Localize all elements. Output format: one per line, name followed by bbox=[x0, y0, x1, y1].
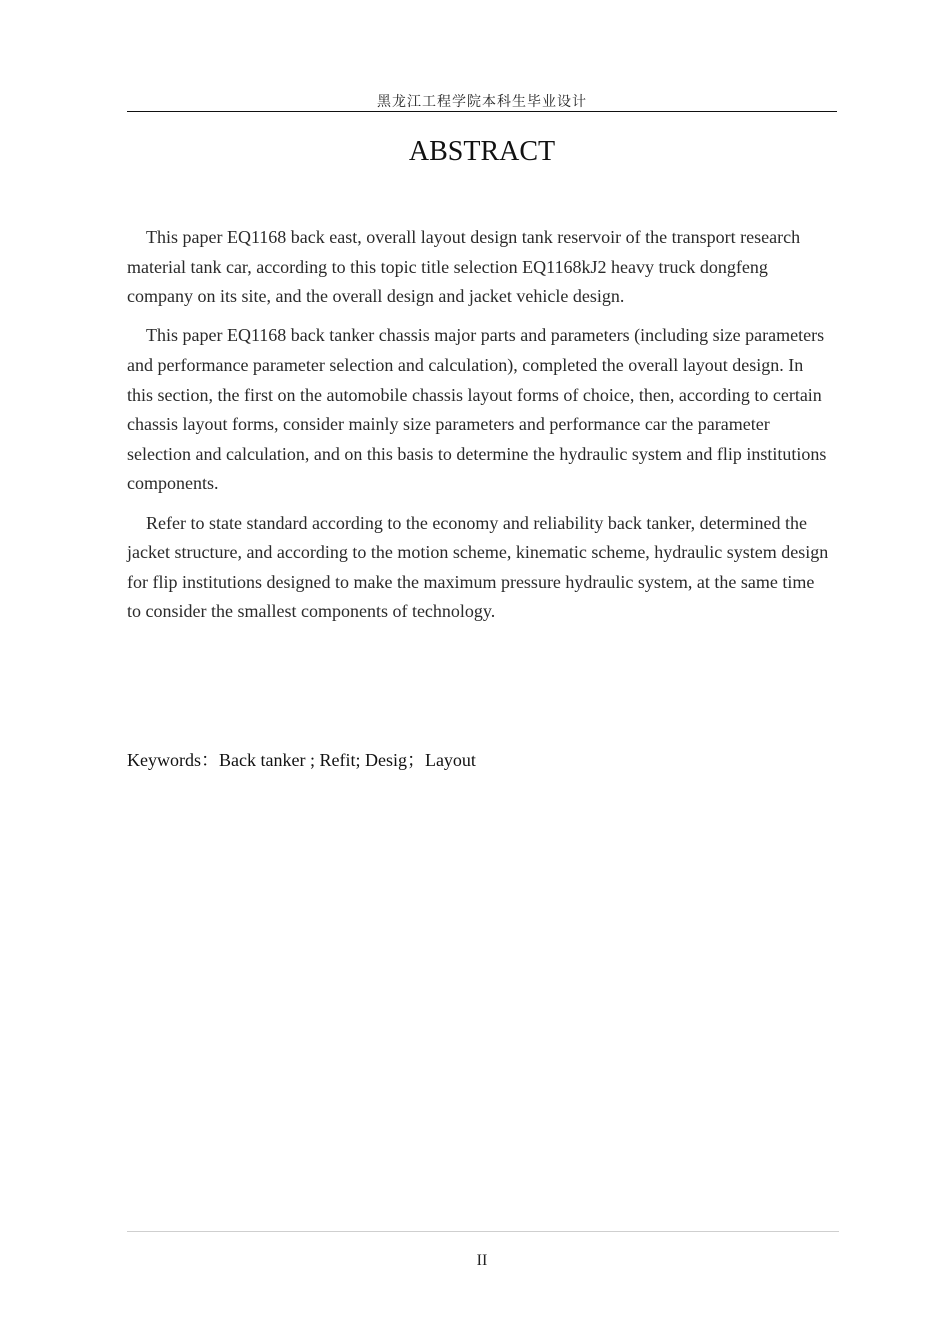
running-header: 黑龙江工程学院本科生毕业设计 bbox=[377, 94, 587, 110]
footer-rule bbox=[127, 1231, 839, 1232]
abstract-paragraph-3: Refer to state standard according to the economy and reliability back tanker, determined the jacket structure, and according to the motion scheme, kinematic scheme, hydraulic system design for flip institutions designed to make the maximum pressure hydraulic system, at the same time to consider the smallest components of technology. bbox=[127, 512, 829, 622]
abstract-paragraph-1: This paper EQ1168 back east, overall layout design tank reservoir of the transport research material tank car, according to this topic title selection EQ1168kJ2 heavy truck dongfeng company on its site, and the overall design and jacket vehicle design. bbox=[127, 227, 801, 307]
abstract-paragraph-2: This paper EQ1168 back tanker chassis major parts and parameters (including size parameters and performance parameter selection and calculation), completed the overall layout design. In this section, the first on the automobile chassis layout forms of choice, then, according to certain chassis layout forms, consider mainly size parameters and performance car the parameter selection and calculation, and on this basis to determine the hydraulic system and flip institutions components. bbox=[127, 325, 827, 494]
keywords-label: Keywords： bbox=[127, 750, 219, 770]
keywords-value: Back tanker ; Refit; Desig；Layout bbox=[219, 750, 476, 770]
abstract-body bbox=[127, 223, 829, 637]
header-rule bbox=[127, 111, 837, 112]
keywords-line bbox=[127, 746, 476, 774]
page-number: II bbox=[476, 1252, 488, 1269]
page-title: ABSTRACT bbox=[408, 136, 556, 167]
